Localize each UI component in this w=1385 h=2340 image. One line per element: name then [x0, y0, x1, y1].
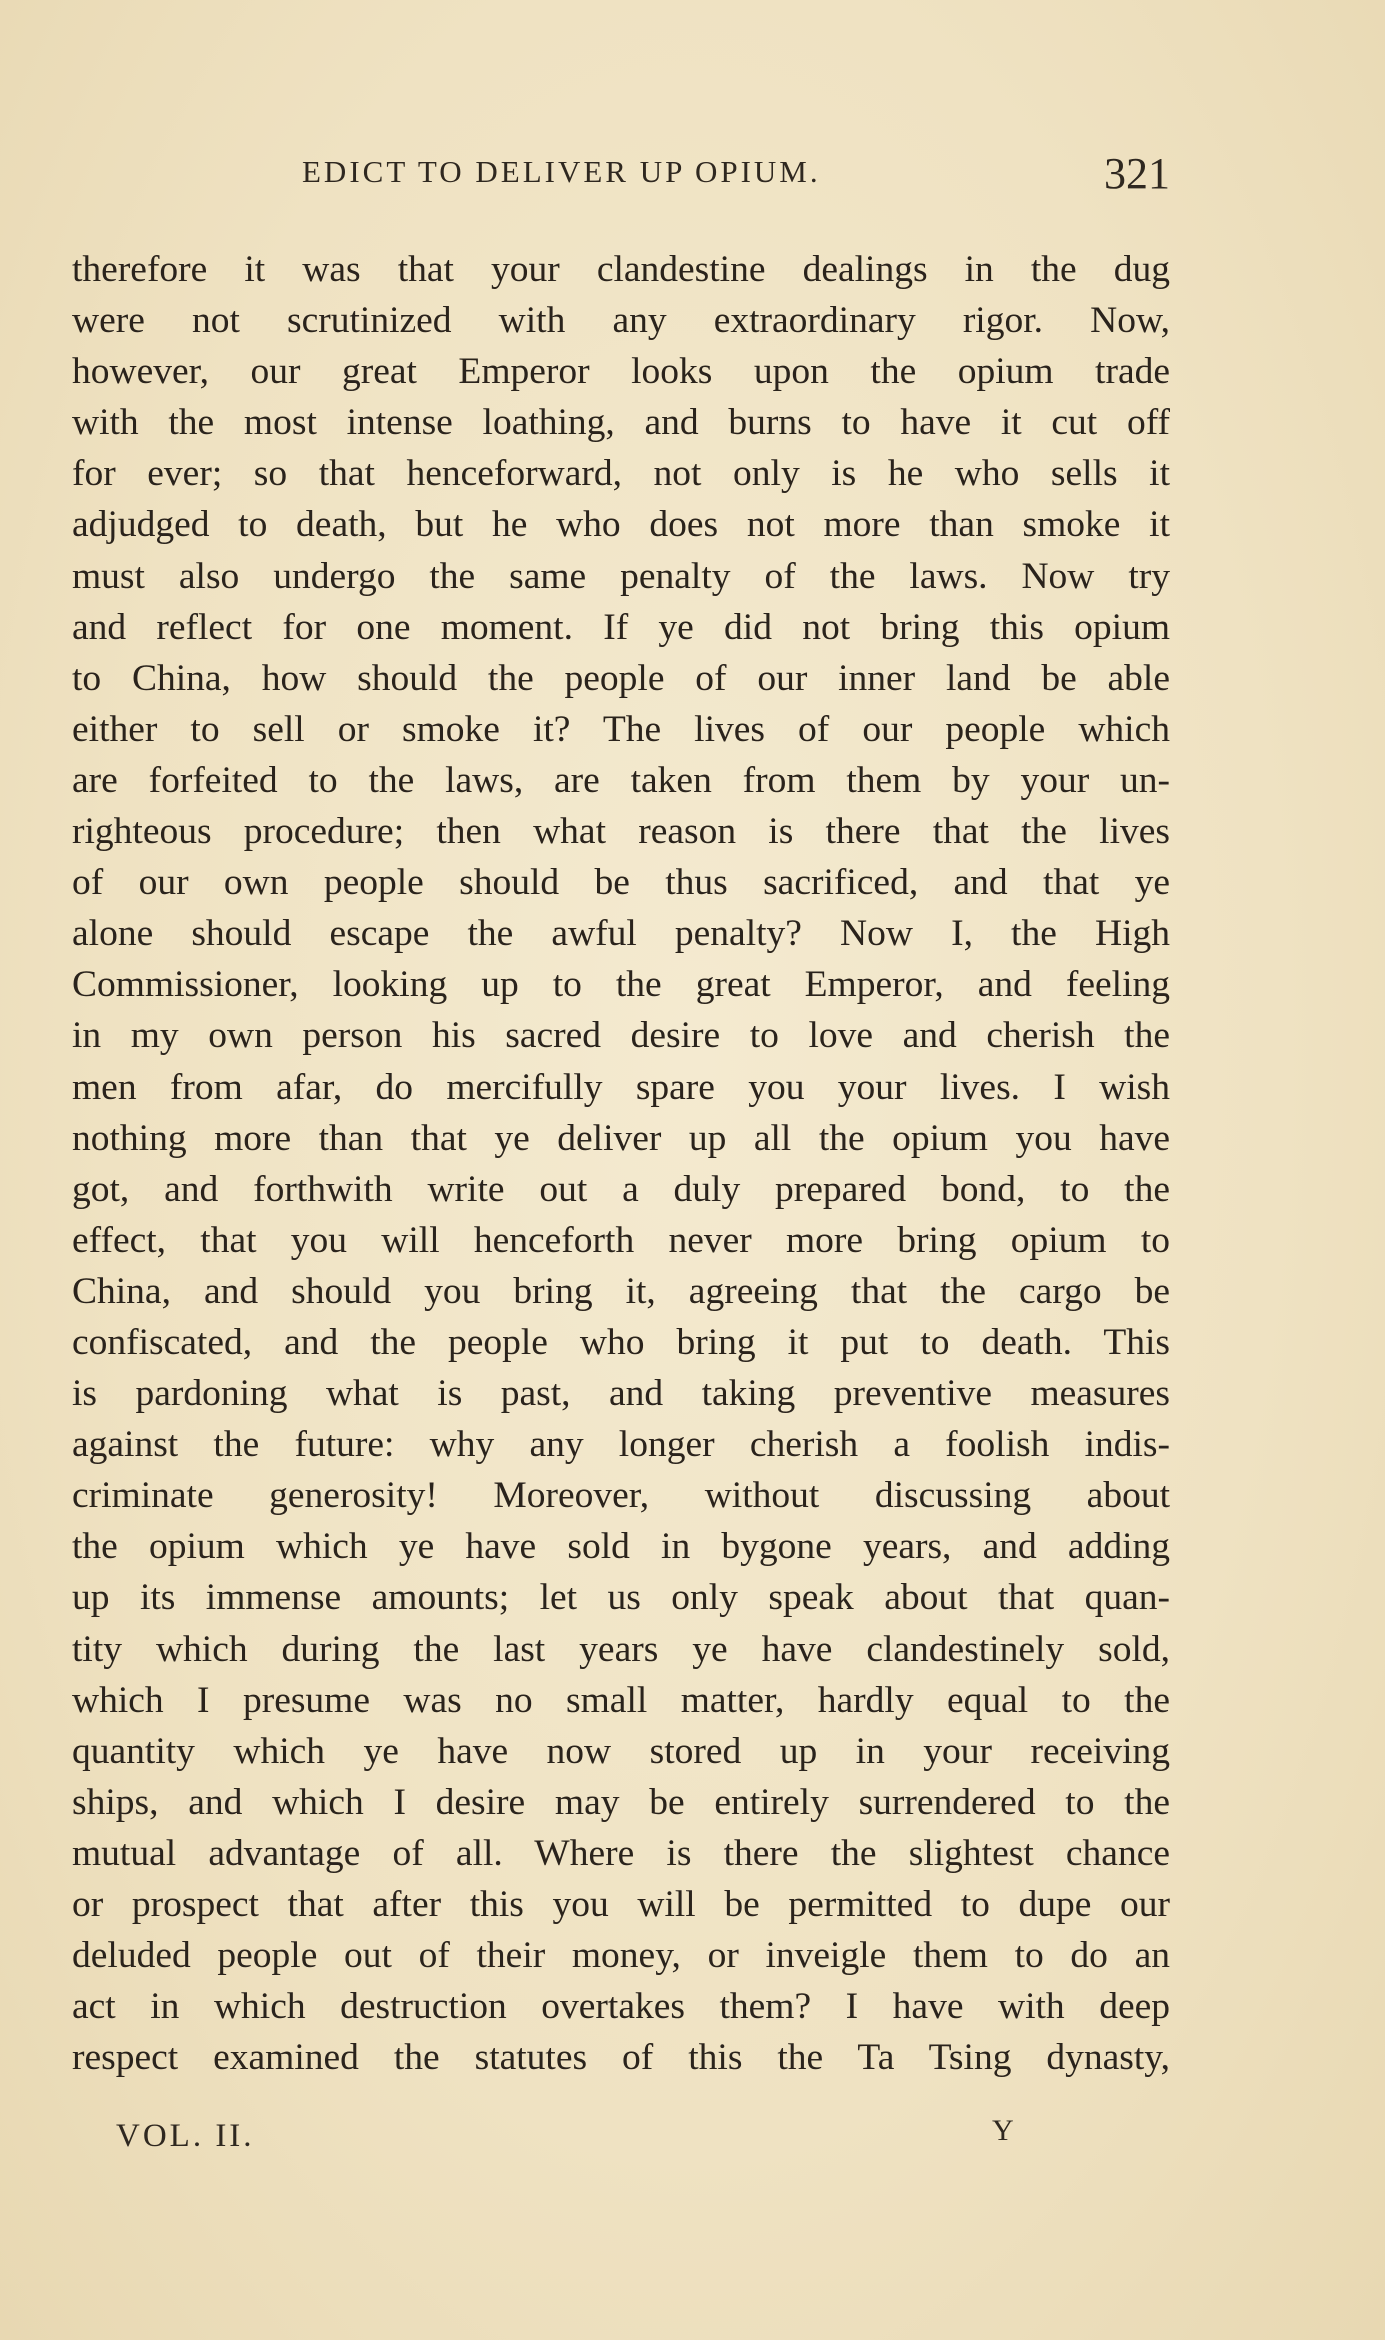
- text-line: in my own person his sacred desire to love and cherish the: [72, 1015, 1170, 1057]
- signature-mark: Y: [992, 2114, 1014, 2147]
- text-line: therefore it was that your clandestine dealings in the dug: [72, 249, 1170, 290]
- text-line: effect, that you will henceforth never more bring opium to: [72, 1219, 1170, 1261]
- text-line: against the future: why any longer cherish a foolish indis-: [72, 1424, 1170, 1466]
- text-line: up its immense amounts; let us only speak about that quan-: [72, 1577, 1170, 1619]
- text-line: men from afar, do mercifully spare you your lives. I wish: [72, 1066, 1170, 1108]
- text-line: which I presume was no small matter, hardly equal to the: [72, 1679, 1170, 1721]
- text-line: or prospect that after this you will be permitted to dupe our: [72, 1884, 1170, 1925]
- text-line: are forfeited to the laws, are taken from them by your un-: [72, 759, 1170, 801]
- text-line: mutual advantage of all. Where is there the slightest chance: [72, 1832, 1170, 1874]
- text-line: quantity which ye have now stored up in your receiving: [72, 1730, 1170, 1772]
- text-line: and reflect for one moment. If ye did not bring this opium: [72, 606, 1170, 648]
- text-line: tity which during the last years ye have clandestinely sold,: [72, 1628, 1170, 1670]
- body-text: [72, 244, 1170, 2083]
- text-line: confiscated, and the people who bring it put to death. This: [72, 1321, 1170, 1363]
- text-line: must also undergo the same penalty of the laws. Now try: [72, 555, 1170, 597]
- page-number: 321: [1104, 149, 1170, 198]
- text-line: the opium which ye have sold in bygone years, and adding: [72, 1526, 1170, 1568]
- text-line: of our own people should be thus sacrificed, and that ye: [72, 862, 1170, 904]
- text-line: nothing more than that ye deliver up all the opium you have: [72, 1117, 1170, 1159]
- text-line: however, our great Emperor looks upon the opium trade: [72, 351, 1170, 393]
- text-line: adjudged to death, but he who does not more than smoke it: [72, 504, 1170, 546]
- text-line: alone should escape the awful penalty? Now I, the High: [72, 913, 1170, 955]
- volume-label: VOL. II.: [116, 2118, 255, 2154]
- text-line: righteous procedure; then what reason is there that the lives: [72, 811, 1170, 853]
- text-line: ships, and which I desire may be entirely surrendered to the: [72, 1781, 1170, 1823]
- text-line: China, and should you bring it, agreeing that the cargo be: [72, 1270, 1170, 1312]
- text-line: act in which destruction overtakes them? I have with deep: [72, 1986, 1170, 2028]
- running-head: [72, 148, 1170, 204]
- text-line: Commissioner, looking up to the great Emperor, and feeling: [72, 964, 1170, 1006]
- text-line: to China, how should the people of our inner land be able: [72, 657, 1170, 699]
- text-line: were not scrutinized with any extraordinary rigor. Now,: [72, 300, 1170, 342]
- text-line: criminate generosity! Moreover, without discussing about: [72, 1475, 1170, 1517]
- text-line: is pardoning what is past, and taking preventive measures: [72, 1373, 1170, 1415]
- text-line: with the most intense loathing, and burns to have it cut off: [72, 402, 1170, 444]
- text-line: for ever; so that henceforward, not only is he who sells it: [72, 453, 1170, 495]
- page-footer: [116, 2114, 1016, 2174]
- running-title: EDICT TO DELIVER UP OPIUM.: [302, 154, 821, 189]
- text-line: respect examined the statutes of this the Ta Tsing dynasty,: [72, 2037, 1170, 2079]
- text-line: deluded people out of their money, or inveigle them to do an: [72, 1935, 1170, 1977]
- text-line: got, and forthwith write out a duly prepared bond, to the: [72, 1168, 1170, 1210]
- text-line: either to sell or smoke it? The lives of our people which: [72, 708, 1170, 750]
